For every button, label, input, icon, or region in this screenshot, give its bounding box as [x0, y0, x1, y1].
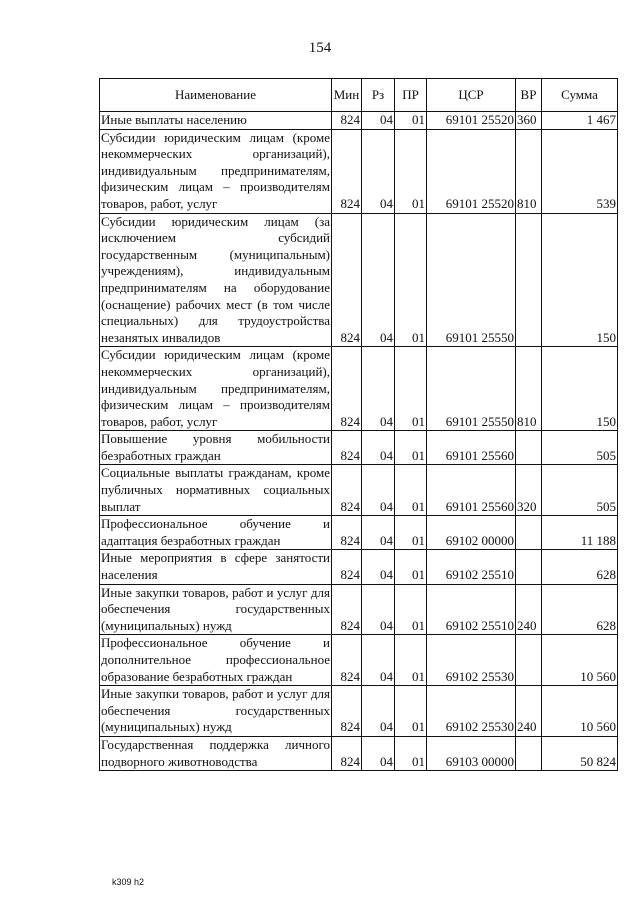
table-row	[100, 635, 618, 686]
cell-name: Субсидии юридическим лицам (за исключением субсидий государственным (муниципальным) учреждениям), индивидуальным предпринимателям на оборудование (оснащение) рабочих мест (в том числе специальных) для трудоустройства незанятых инвалидов	[100, 213, 332, 347]
cell-pr: 01	[395, 112, 427, 130]
cell-name: Профессиональное обучение и адаптация безработных граждан	[100, 516, 332, 550]
cell-name: Субсидии юридическим лицам (кроме некоммерческих организаций), индивидуальным предпринимателям, физическим лицам – производителям товаров, работ, услуг	[100, 347, 332, 431]
cell-sum: 150	[542, 347, 618, 431]
cell-name: Иные выплаты населению	[100, 112, 332, 130]
header-name: Наименование	[100, 79, 332, 112]
table-row	[100, 736, 618, 770]
header-min: Мин	[332, 79, 362, 112]
table-body	[100, 112, 618, 771]
cell-min: 824	[332, 112, 362, 130]
cell-rz: 04	[362, 112, 395, 130]
cell-name: Иные закупки товаров, работ и услуг для обеспечения государственных (муниципальных) нужд	[100, 584, 332, 635]
table-row	[100, 431, 618, 465]
cell-name: Субсидии юридическим лицам (кроме некоммерческих организаций), индивидуальным предпринимателям, физическим лицам – производителям товаров, работ, услуг	[100, 129, 332, 213]
page-number: 154	[308, 40, 332, 56]
cell-min: 824	[332, 550, 362, 584]
cell-rz: 04	[362, 550, 395, 584]
cell-csr: 69103 00000	[427, 736, 516, 770]
cell-name: Иные закупки товаров, работ и услуг для обеспечения государственных (муниципальных) нужд	[100, 686, 332, 737]
cell-vr	[516, 550, 542, 584]
cell-vr: 240	[516, 584, 542, 635]
cell-csr: 69102 25510	[427, 584, 516, 635]
cell-vr	[516, 516, 542, 550]
cell-sum: 11 188	[542, 516, 618, 550]
cell-min: 824	[332, 129, 362, 213]
header-vr: ВР	[516, 79, 542, 112]
cell-min: 824	[332, 584, 362, 635]
cell-csr: 69101 25520	[427, 129, 516, 213]
cell-sum: 10 560	[542, 635, 618, 686]
cell-csr: 69102 25510	[427, 550, 516, 584]
cell-min: 824	[332, 736, 362, 770]
budget-table	[99, 78, 618, 771]
table-row	[100, 550, 618, 584]
cell-name: Профессиональное обучение и дополнительное профессиональное образование безработных граждан	[100, 635, 332, 686]
table-row	[100, 465, 618, 516]
cell-name: Иные мероприятия в сфере занятости населения	[100, 550, 332, 584]
cell-name: Повышение уровня мобильности безработных граждан	[100, 431, 332, 465]
cell-rz: 04	[362, 516, 395, 550]
cell-name: Социальные выплаты гражданам, кроме публичных нормативных социальных выплат	[100, 465, 332, 516]
cell-vr: 810	[516, 347, 542, 431]
cell-rz: 04	[362, 736, 395, 770]
cell-pr: 01	[395, 347, 427, 431]
table-header-row	[100, 79, 618, 112]
cell-csr: 69101 25550	[427, 213, 516, 347]
cell-rz: 04	[362, 213, 395, 347]
cell-csr: 69101 25560	[427, 465, 516, 516]
cell-vr	[516, 736, 542, 770]
header-csr: ЦСР	[427, 79, 516, 112]
cell-min: 824	[332, 213, 362, 347]
cell-csr: 69101 25520	[427, 112, 516, 130]
cell-vr: 240	[516, 686, 542, 737]
cell-csr: 69101 25560	[427, 431, 516, 465]
cell-rz: 04	[362, 431, 395, 465]
cell-vr	[516, 213, 542, 347]
cell-min: 824	[332, 431, 362, 465]
header-rz: Рз	[362, 79, 395, 112]
cell-csr: 69102 00000	[427, 516, 516, 550]
cell-min: 824	[332, 465, 362, 516]
cell-sum: 50 824	[542, 736, 618, 770]
cell-csr: 69102 25530	[427, 686, 516, 737]
cell-pr: 01	[395, 584, 427, 635]
cell-min: 824	[332, 686, 362, 737]
cell-vr: 360	[516, 112, 542, 130]
cell-sum: 539	[542, 129, 618, 213]
cell-vr	[516, 431, 542, 465]
cell-sum: 628	[542, 550, 618, 584]
cell-pr: 01	[395, 550, 427, 584]
table-row	[100, 213, 618, 347]
cell-csr: 69101 25550	[427, 347, 516, 431]
cell-rz: 04	[362, 347, 395, 431]
cell-rz: 04	[362, 465, 395, 516]
footer-code: k309 h2	[112, 877, 145, 887]
cell-sum: 1 467	[542, 112, 618, 130]
cell-rz: 04	[362, 635, 395, 686]
cell-sum: 150	[542, 213, 618, 347]
table-row	[100, 686, 618, 737]
table-row	[100, 584, 618, 635]
cell-pr: 01	[395, 686, 427, 737]
cell-vr: 810	[516, 129, 542, 213]
cell-pr: 01	[395, 516, 427, 550]
cell-pr: 01	[395, 129, 427, 213]
cell-sum: 505	[542, 465, 618, 516]
header-pr: ПР	[395, 79, 427, 112]
cell-pr: 01	[395, 465, 427, 516]
header-sum: Сумма	[542, 79, 618, 112]
cell-name: Государственная поддержка личного подворного животноводства	[100, 736, 332, 770]
cell-sum: 628	[542, 584, 618, 635]
table-row	[100, 347, 618, 431]
cell-pr: 01	[395, 635, 427, 686]
cell-min: 824	[332, 635, 362, 686]
cell-rz: 04	[362, 686, 395, 737]
cell-min: 824	[332, 516, 362, 550]
cell-csr: 69102 25530	[427, 635, 516, 686]
table-row	[100, 516, 618, 550]
cell-pr: 01	[395, 431, 427, 465]
cell-rz: 04	[362, 584, 395, 635]
cell-min: 824	[332, 347, 362, 431]
cell-vr: 320	[516, 465, 542, 516]
cell-vr	[516, 635, 542, 686]
cell-rz: 04	[362, 129, 395, 213]
table-row	[100, 112, 618, 130]
cell-sum: 505	[542, 431, 618, 465]
table-row	[100, 129, 618, 213]
cell-pr: 01	[395, 736, 427, 770]
cell-sum: 10 560	[542, 686, 618, 737]
cell-pr: 01	[395, 213, 427, 347]
